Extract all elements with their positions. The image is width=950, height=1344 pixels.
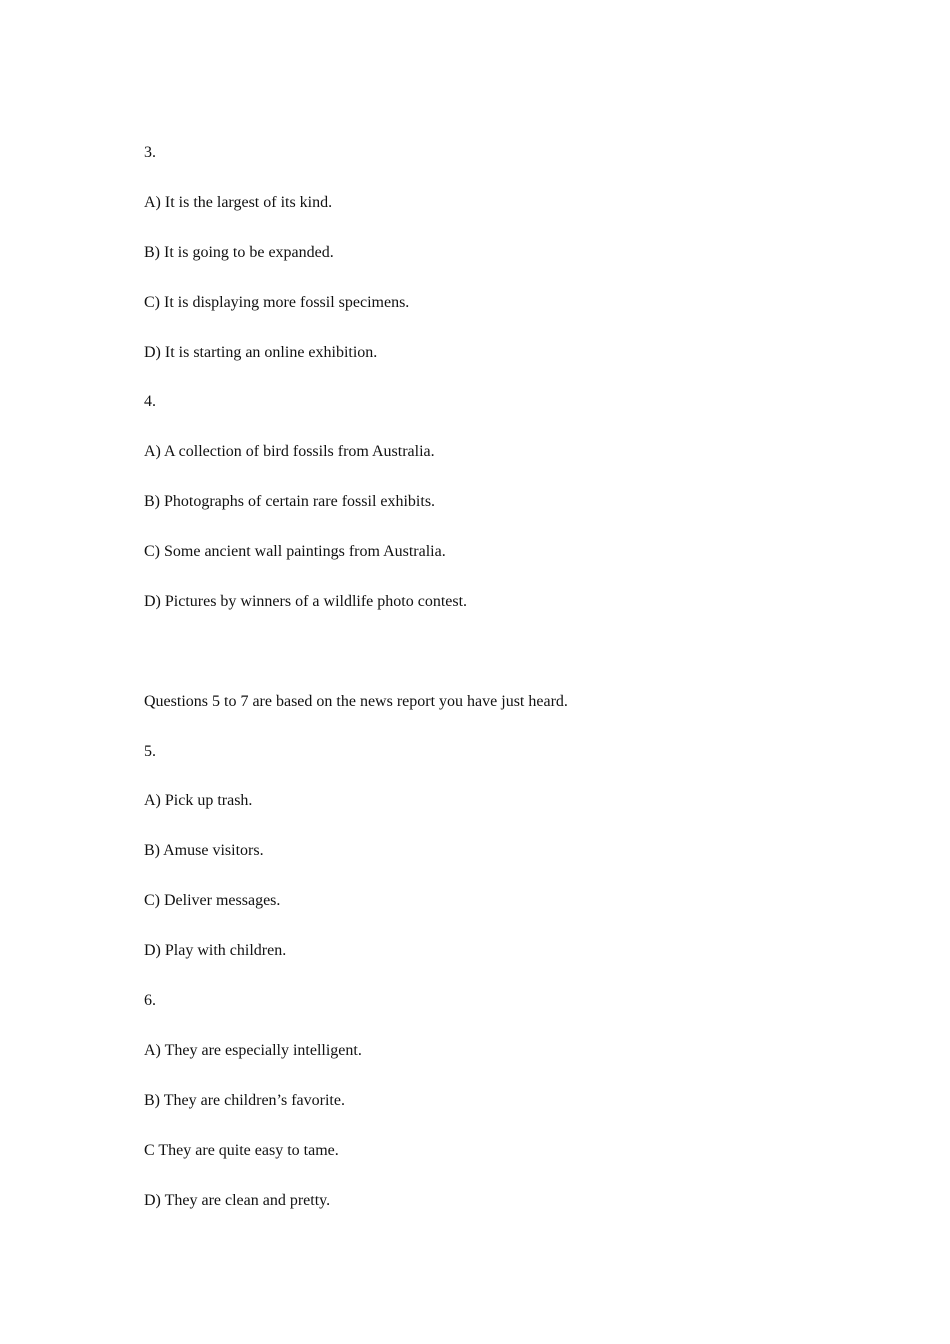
question-6-number: 6. (144, 992, 156, 1010)
question-6-option-b: B) They are children’s favorite. (144, 1091, 345, 1109)
document-page (144, 143, 904, 1241)
section-instruction: Questions 5 to 7 are based on the news report you have just heard. (144, 692, 568, 710)
question-5-option-d: D) Play with children. (144, 942, 287, 960)
question-4-number: 4. (144, 393, 156, 411)
question-3-option-d: D) It is starting an online exhibition. (144, 343, 378, 361)
question-3-option-c: C) It is displaying more fossil specimens. (144, 293, 410, 311)
question-4-option-d: D) Pictures by winners of a wildlife photo contest. (144, 593, 468, 611)
question-5-option-b: B) Amuse visitors. (144, 842, 264, 860)
question-5-option-a: A) Pick up trash. (144, 792, 253, 810)
question-5-option-c: C) Deliver messages. (144, 892, 281, 910)
question-6-option-c: C They are quite easy to tame. (144, 1141, 339, 1159)
section-spacer (144, 642, 904, 692)
question-4-option-b: B) Photographs of certain rare fossil exhibits. (144, 493, 436, 511)
question-4-option-a: A) A collection of bird fossils from Australia. (144, 443, 435, 461)
question-5-number: 5. (144, 742, 156, 760)
question-6-option-a: A) They are especially intelligent. (144, 1041, 362, 1059)
question-3-number: 3. (144, 144, 156, 161)
question-3-option-b: B) It is going to be expanded. (144, 243, 334, 261)
question-4-option-c: C) Some ancient wall paintings from Australia. (144, 543, 446, 561)
question-6-option-d: D) They are clean and pretty. (144, 1191, 331, 1209)
question-3-option-a: A) It is the largest of its kind. (144, 193, 333, 211)
